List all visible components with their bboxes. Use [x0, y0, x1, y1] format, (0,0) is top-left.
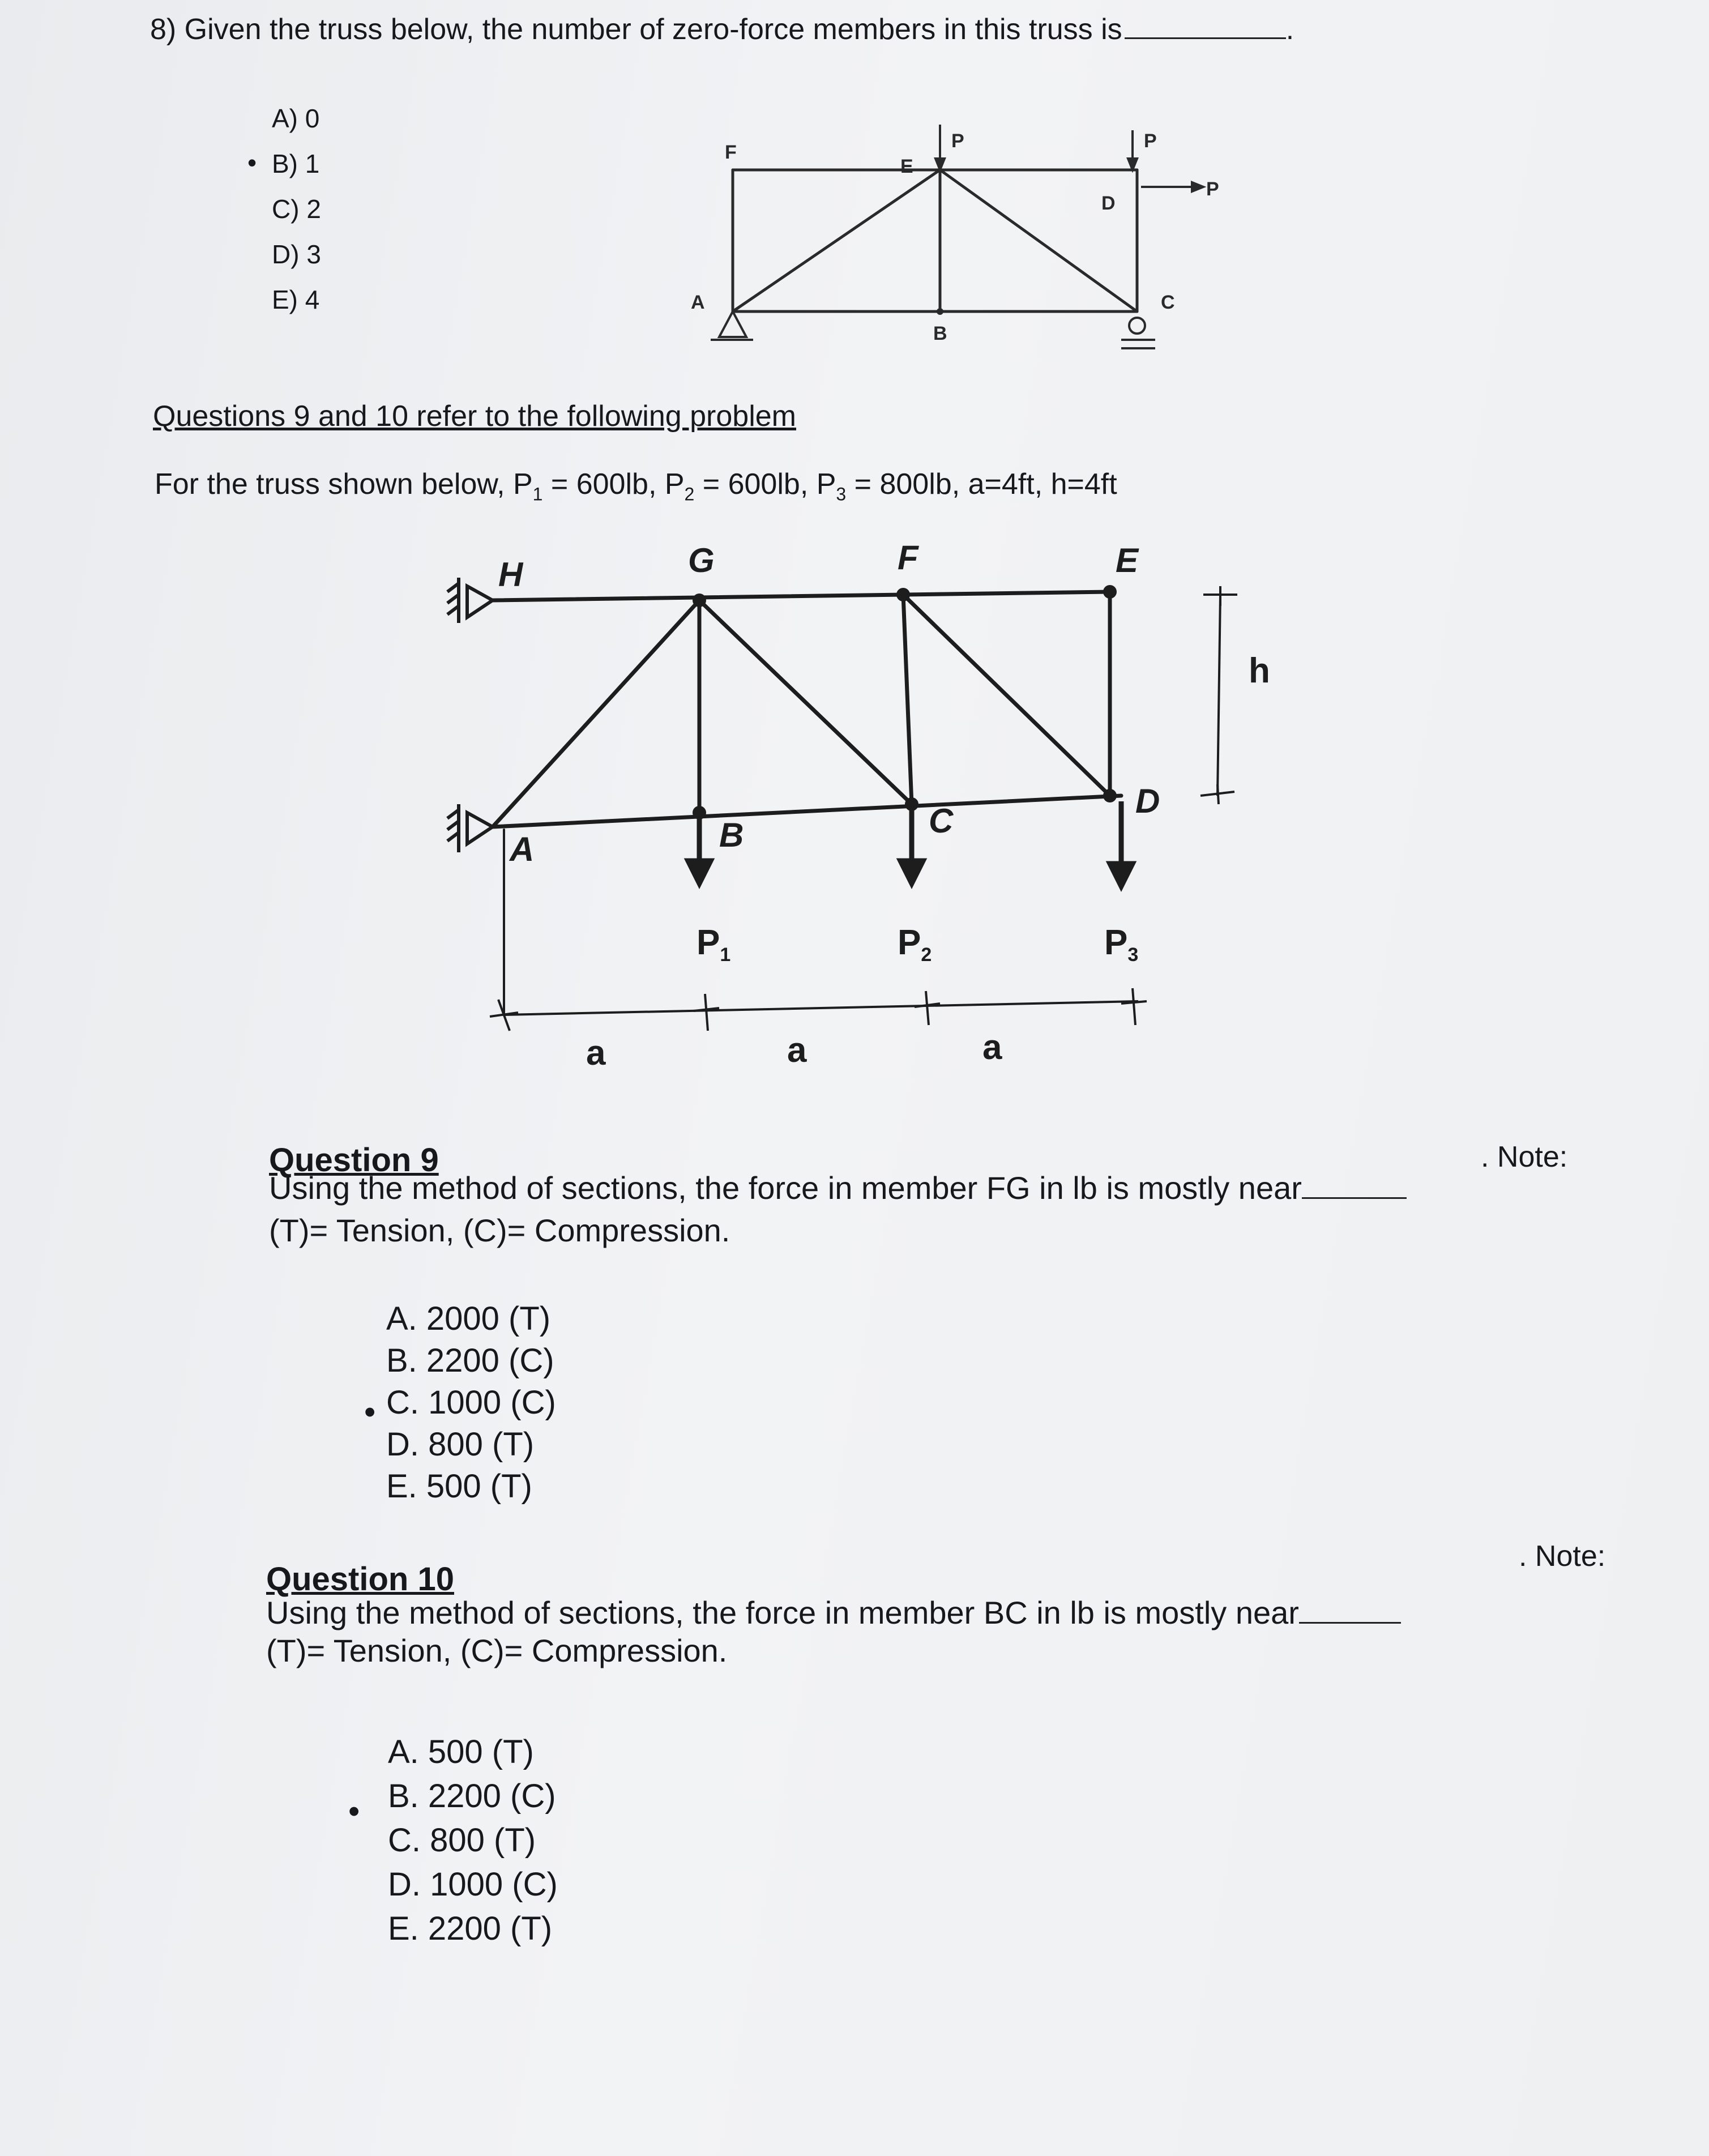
given-sub-2: 2: [684, 484, 695, 505]
given-values: [155, 467, 1117, 505]
q8-member-ae: [733, 170, 940, 311]
q9-question-line: [269, 1169, 1407, 1206]
dim-label-a3: a: [982, 1028, 1002, 1067]
q8-option-b[interactable]: B) 1: [272, 149, 320, 178]
given-prefix: For the truss shown below, P: [155, 468, 533, 501]
q9-note: . Note:: [1481, 1141, 1568, 1173]
q9-option-c[interactable]: C. 1000 (C): [386, 1384, 556, 1421]
q10-title: Question 10: [266, 1561, 454, 1598]
q8-load-p-d: P: [1144, 130, 1157, 152]
q8-selected-marker: •: [247, 148, 257, 177]
node-label-f: F: [898, 539, 918, 577]
q8-option-a[interactable]: A) 0: [272, 104, 320, 133]
dim-label-h: h: [1249, 651, 1270, 690]
q8-answer-blank: [1125, 37, 1286, 39]
given-p2: = 600lb, P: [542, 468, 685, 501]
q8-label-a: A: [691, 292, 705, 313]
q9-answer-blank: [1302, 1197, 1407, 1199]
load-label-p2: P2: [898, 923, 932, 966]
q10-question-line: [266, 1594, 1401, 1631]
node-label-c: C: [929, 802, 954, 840]
node-label-a: A: [510, 830, 535, 868]
q8-option-c[interactable]: C) 2: [272, 194, 321, 224]
given-suffix: = 800lb, a=4ft, h=4ft: [846, 468, 1117, 501]
q8-option-d[interactable]: D) 3: [272, 240, 321, 269]
q8-label-f: F: [725, 142, 737, 163]
q9-selected-marker: •: [364, 1394, 376, 1431]
q9-option-e[interactable]: E. 500 (T): [386, 1468, 532, 1505]
q10-option-a[interactable]: A. 500 (T): [388, 1734, 534, 1770]
q9-title: Question 9: [269, 1142, 439, 1179]
dim-label-a1: a: [586, 1034, 606, 1073]
q8-load-p-horizontal: P: [1206, 178, 1219, 200]
q8-member-ec: [940, 170, 1137, 311]
q10-option-d[interactable]: D. 1000 (C): [388, 1866, 558, 1903]
q10-option-e[interactable]: E. 2200 (T): [388, 1910, 553, 1947]
member-gc: [699, 600, 912, 804]
q10-line2: (T)= Tension, (C)= Compression.: [266, 1633, 728, 1668]
member-fd: [903, 595, 1110, 796]
q8-label-e: E: [900, 156, 913, 177]
node-label-b: B: [719, 816, 744, 854]
given-sub-1: 1: [532, 484, 543, 505]
q10-option-c[interactable]: C. 800 (T): [388, 1822, 536, 1859]
q8-load-p-e: P: [951, 130, 964, 152]
q9-option-a[interactable]: A. 2000 (T): [386, 1300, 551, 1337]
q8-question-text: 8) Given the truss below, the number of zero-force members in this truss is: [150, 13, 1122, 46]
q9-10-header: Questions 9 and 10 refer to the following problem: [153, 400, 797, 433]
q8-option-e[interactable]: E) 4: [272, 285, 320, 314]
q9-option-d[interactable]: D. 800 (T): [386, 1426, 535, 1463]
given-p3: = 600lb, P: [694, 468, 836, 501]
node-label-e: E: [1116, 541, 1139, 579]
q10-option-b[interactable]: B. 2200 (C): [388, 1778, 556, 1815]
q10-answer-blank: [1299, 1622, 1401, 1624]
q10-question-text: Using the method of sections, the force in member BC in lb is mostly near: [266, 1595, 1299, 1630]
bottom-chord-a-d: [493, 796, 1121, 827]
given-sub-3: 3: [836, 484, 847, 505]
main-truss-figure: [419, 538, 1302, 1076]
q8-label-d: D: [1101, 193, 1116, 214]
q10-note: . Note:: [1519, 1540, 1606, 1573]
q8-label-b: B: [933, 323, 947, 344]
top-chord-hg-e: [493, 592, 1110, 600]
q8-truss-figure: [680, 113, 1223, 385]
load-label-p3: P3: [1104, 923, 1139, 966]
member-ag: [493, 600, 699, 827]
q9-line2: (T)= Tension, (C)= Compression.: [269, 1213, 730, 1248]
dim-label-a2: a: [787, 1031, 807, 1070]
q8-period: .: [1285, 13, 1294, 46]
member-fc: [903, 595, 912, 804]
load-label-p1: P1: [697, 923, 731, 966]
node-label-d: D: [1135, 782, 1160, 820]
q9-question-text: Using the method of sections, the force in member FG in lb is mostly near: [269, 1170, 1302, 1206]
q8-label-c: C: [1161, 292, 1175, 313]
q10-selected-marker: •: [348, 1793, 360, 1830]
node-label-h: H: [498, 556, 523, 594]
node-label-g: G: [688, 541, 715, 579]
q8-question: [150, 12, 1294, 46]
q9-option-b[interactable]: B. 2200 (C): [386, 1342, 554, 1379]
